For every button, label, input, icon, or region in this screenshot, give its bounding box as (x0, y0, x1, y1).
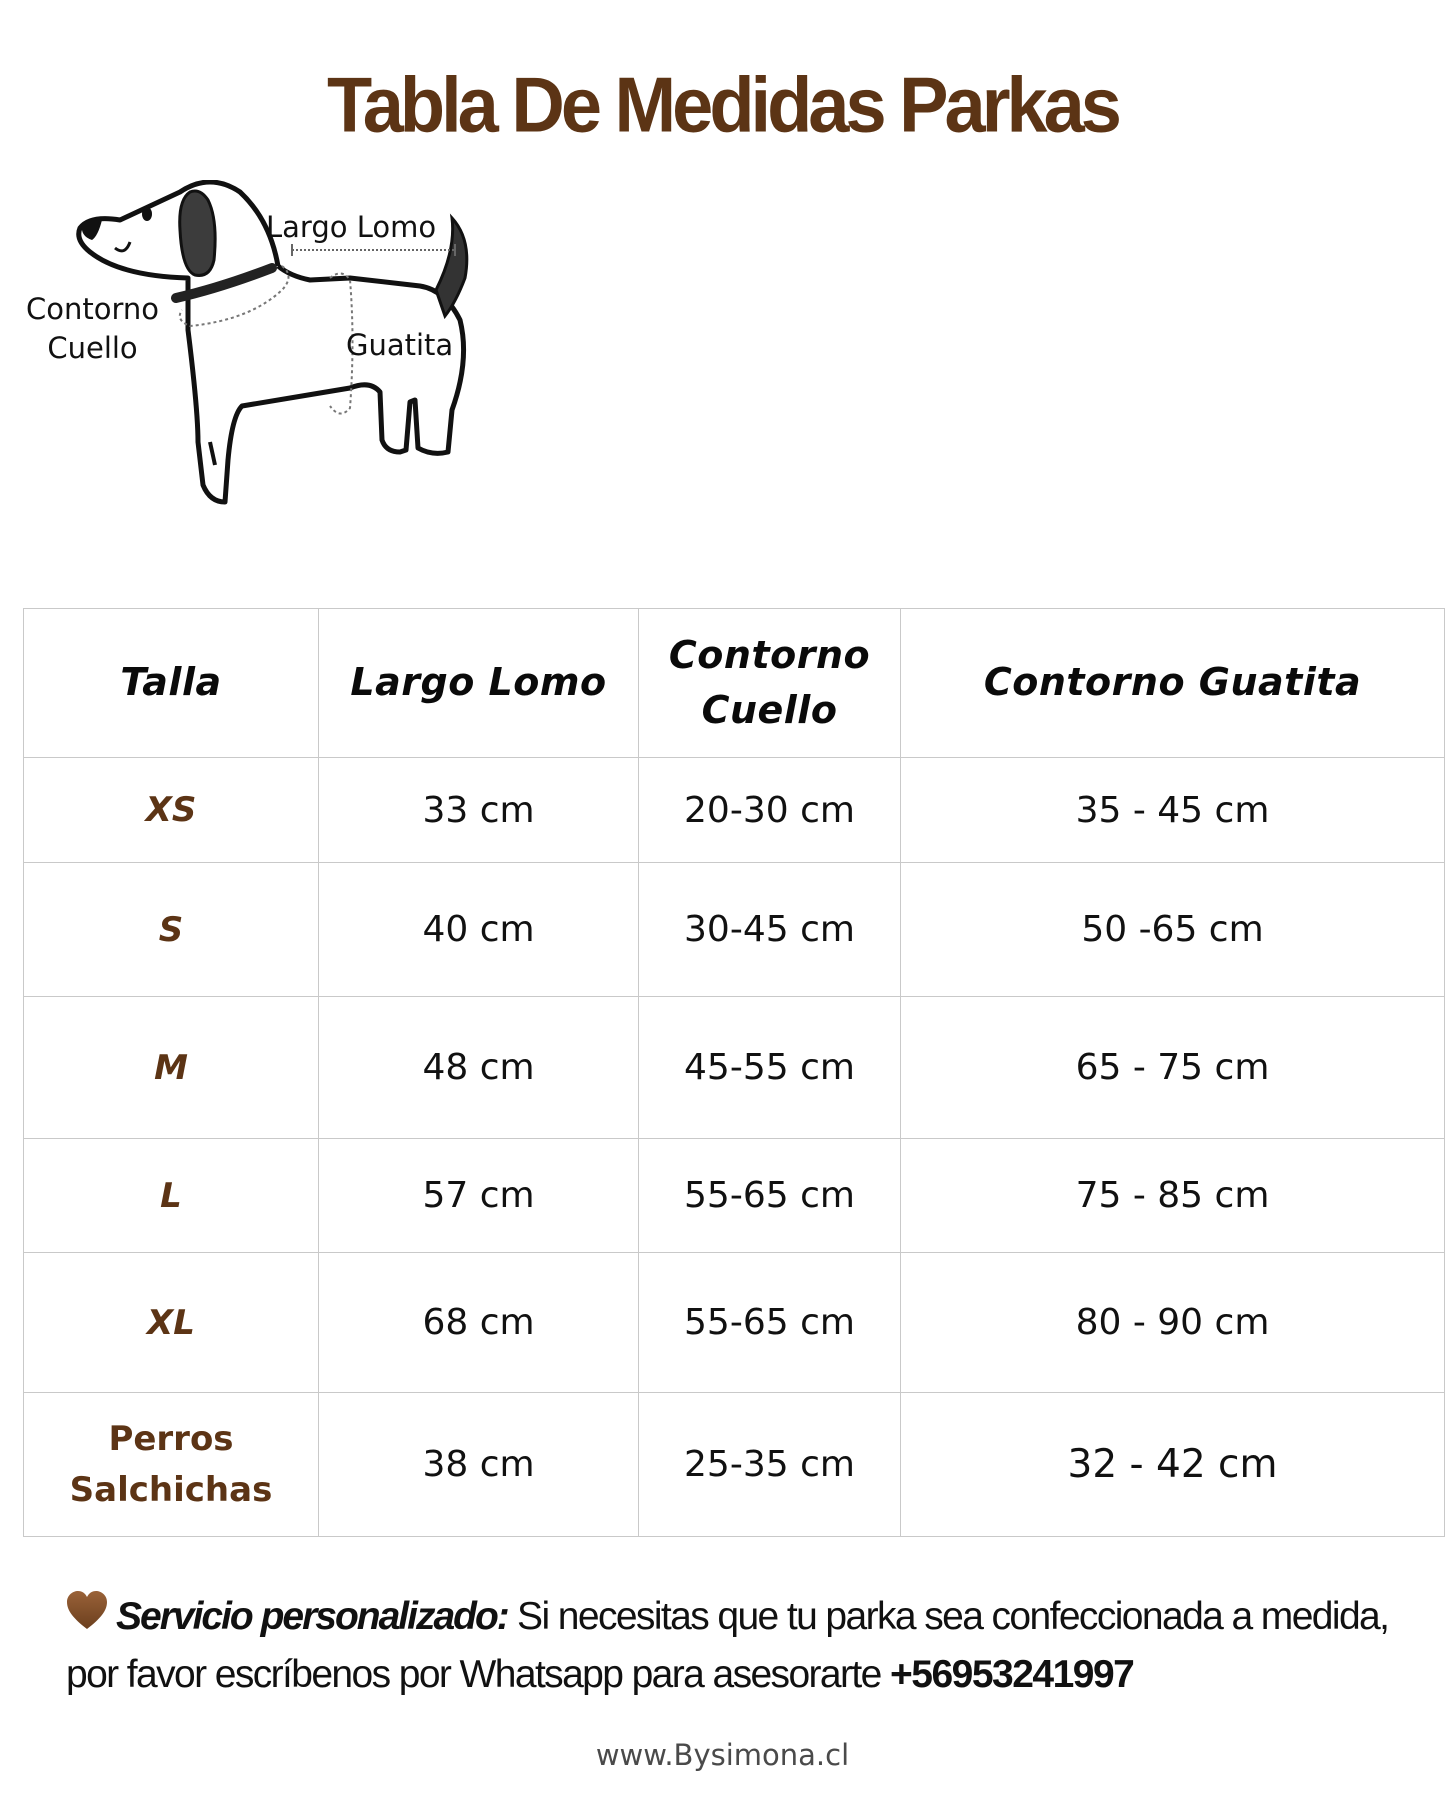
largo-lomo-cell: 48 cm (319, 997, 639, 1139)
contorno-cuello-cell: 55-65 cm (639, 1253, 901, 1393)
size-cell: L (24, 1139, 319, 1253)
website-link[interactable]: www.Bysimona.cl (595, 1738, 850, 1772)
contorno-guatita-cell: 35 - 45 cm (901, 758, 1445, 863)
size-cell: XS (24, 758, 319, 863)
contorno-guatita-cell: 50 -65 cm (901, 863, 1445, 997)
largo-lomo-cell: 33 cm (319, 758, 639, 863)
header-largo-lomo: Largo Lomo (319, 609, 639, 758)
contorno-cuello-cell: 25-35 cm (639, 1393, 901, 1537)
table-row (24, 997, 1445, 1139)
table-row (24, 863, 1445, 997)
size-cell (24, 1393, 319, 1537)
custom-service-body: Si necesitas que tu parka sea confeccionada a medida, por favor escríbenos por Whatsapp para asesorarte (66, 1595, 1389, 1696)
contorno-cuello-cell: 55-65 cm (639, 1139, 901, 1253)
largo-lomo-cell: 40 cm (319, 863, 639, 997)
table-header-row (24, 609, 1445, 758)
size-cell: XL (24, 1253, 319, 1393)
custom-service-lead: Servicio personalizado: (116, 1595, 508, 1638)
contorno-cuello-cell: 20-30 cm (639, 758, 901, 863)
contorno-guatita-cell: 75 - 85 cm (901, 1139, 1445, 1253)
header-contorno-cuello (639, 609, 901, 758)
contorno-cuello-cell: 45-55 cm (639, 997, 901, 1139)
largo-lomo-cell: 68 cm (319, 1253, 639, 1393)
custom-service-note (66, 1588, 1406, 1704)
contorno-cuello-label-line2: Cuello (47, 331, 138, 366)
header-contorno-cuello-line2: Cuello (701, 688, 838, 732)
table-row (24, 1253, 1445, 1393)
header-contorno-guatita: Contorno Guatita (901, 609, 1445, 758)
size-table (23, 608, 1445, 1537)
contorno-cuello-label (26, 290, 159, 368)
guatita-label: Guatita (346, 328, 454, 362)
contorno-guatita-cell: 32 - 42 cm (901, 1393, 1445, 1537)
largo-lomo-label: Largo Lomo (266, 210, 437, 244)
dog-measurement-diagram (20, 180, 560, 540)
contorno-guatita-cell: 80 - 90 cm (901, 1253, 1445, 1393)
size-cell: S (24, 863, 319, 997)
table-row (24, 758, 1445, 863)
size-cell-line1: Perros (108, 1418, 234, 1459)
brown-heart-icon (66, 1591, 108, 1631)
header-talla: Talla (24, 609, 319, 758)
contorno-cuello-label-line1: Contorno (26, 292, 160, 326)
contorno-guatita-cell: 65 - 75 cm (901, 997, 1445, 1139)
contorno-cuello-cell: 30-45 cm (639, 863, 901, 997)
table-row (24, 1139, 1445, 1253)
table-row (24, 1393, 1445, 1537)
largo-lomo-cell: 38 cm (319, 1393, 639, 1537)
whatsapp-phone[interactable]: +56953241997 (889, 1653, 1134, 1696)
header-contorno-cuello-line1: Contorno (668, 632, 871, 677)
largo-lomo-cell: 57 cm (319, 1139, 639, 1253)
page-title: Tabla De Medidas Parkas (327, 60, 1118, 149)
size-cell: M (24, 997, 319, 1139)
size-cell-line2: Salchichas (69, 1469, 273, 1510)
